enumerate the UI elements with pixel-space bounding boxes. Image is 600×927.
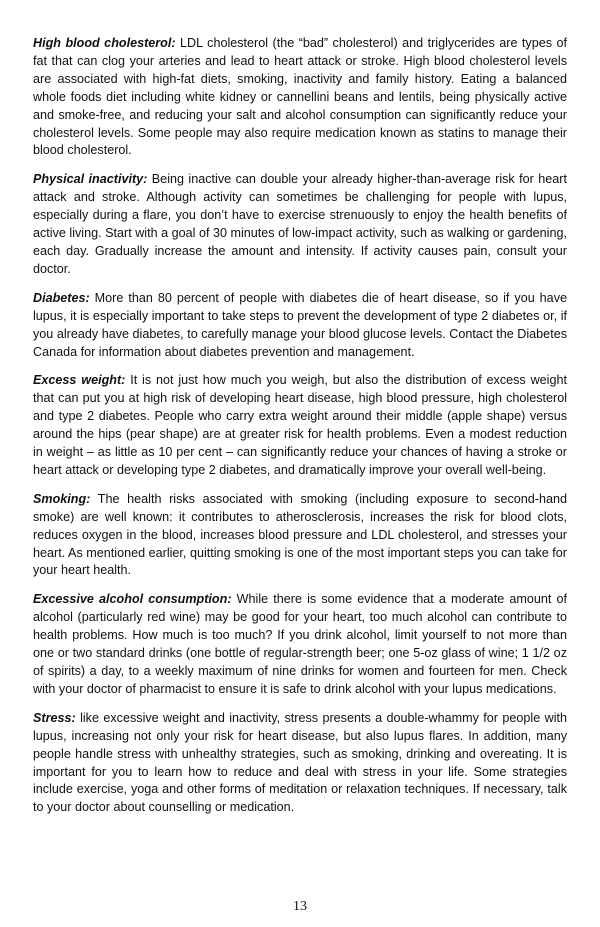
section-heading: High blood cholesterol: — [33, 36, 176, 50]
section-smoking — [33, 491, 567, 581]
section-body: While there is some evidence that a moderate amount of alcohol (particularly red wine) may be good for your heart, too much alcohol can contribute to health problems. How much is too much? If you drink alcohol, limit yourself to not more than one or two standard drinks (one bottle of regular-strength beer; one 5-oz glass of wine; 1 1/2 oz of spirits) a day, to a weekly maximum of nine drinks for women and fourteen for men. Check with your doctor of pharmacist to ensure it is safe to drink alcohol with your lupus medications. — [33, 592, 567, 696]
section-body: Being inactive can double your already higher-than-average risk for heart attack and stroke. Although activity can sometimes be challenging for people with lupus, especially during a flare, you don’t have to exercise strenuously to enjoy the health benefits of active living. Start with a goal of 30 minutes of low-impact activity, such as walking or gardening, each day. Gradually increase the amount and intensity. If activity causes pain, consult your doctor. — [33, 172, 567, 276]
section-heading: Diabetes: — [33, 290, 90, 305]
section-heading: Physical inactivity: — [33, 172, 148, 187]
section-body: It is not just how much you weigh, but also the distribution of excess weight that can put you at high risk of developing heart disease, high blood pressure, high cholesterol and type 2 diabetes. People who carry extra weight around their middle (apple shape) versus around the hips (pear shape) are at greater risk for health problems. Even a modest reduction in weight – as little as 10 per cent – can significantly reduce your chances of having a stroke or heart attack or developing type 2 diabetes, and dramatically improve your overall well-being. — [33, 373, 567, 477]
section-body: like excessive weight and inactivity, stress presents a double-whammy for people with lupus, increasing not only your risk for heart disease, but also lupus flares. In addition, many people handle stress with unhealthy strategies, such as smoking, drinking and overeating. It is important for you to learn how to reduce and deal with stress in your life. Some strategies include exercise, yoga and other forms of meditation or relaxation techniques. If necessary, talk to your doctor about counselling or medication. — [33, 710, 567, 815]
section-diabetes — [33, 290, 567, 362]
page-content — [33, 35, 567, 828]
page-number: 13 — [293, 899, 307, 914]
section-heading: Excess weight: — [33, 373, 126, 388]
section-excess-weight — [33, 372, 567, 479]
section-stress — [33, 710, 567, 817]
section-body: LDL cholesterol (the “bad” cholesterol) and triglycerides are types of fat that can clog your arteries and lead to heart attack or stroke. High blood cholesterol levels are associated with high-fat diets, smoking, inactivity and family history. Eating a balanced whole foods diet including white kidney or cannellini beans and lentils, being physically active and smoke-free, and reducing your salt and alcohol consumption can significantly reduce your cholesterol levels. Some people may also require medication known as statins to manage their blood cholesterol. — [33, 36, 567, 158]
section-heading: Smoking: — [33, 491, 91, 506]
section-body: More than 80 percent of people with diabetes die of heart disease, so if you have lupus, it is especially important to take steps to prevent the development of type 2 diabetes or, if you already have diabetes, to carefully manage your blood glucose levels. Contact the Diabetes Canada for information about diabetes prevention and management. — [33, 290, 567, 359]
section-heading: Excessive alcohol consumption: — [33, 592, 232, 607]
section-excessive-alcohol — [33, 591, 567, 698]
section-high-blood-cholesterol — [33, 35, 567, 160]
section-body: The health risks associated with smoking (including exposure to second-hand smoke) are well known: it contributes to atherosclerosis, increases the risk for blood clots, reduces oxygen in the blood, increases blood pressure and LDL cholesterol, and stresses your heart. As mentioned earlier, quitting smoking is one of the most important steps you can take for your heart health. — [33, 491, 567, 578]
section-heading: Stress: — [33, 710, 76, 725]
section-physical-inactivity — [33, 171, 567, 278]
